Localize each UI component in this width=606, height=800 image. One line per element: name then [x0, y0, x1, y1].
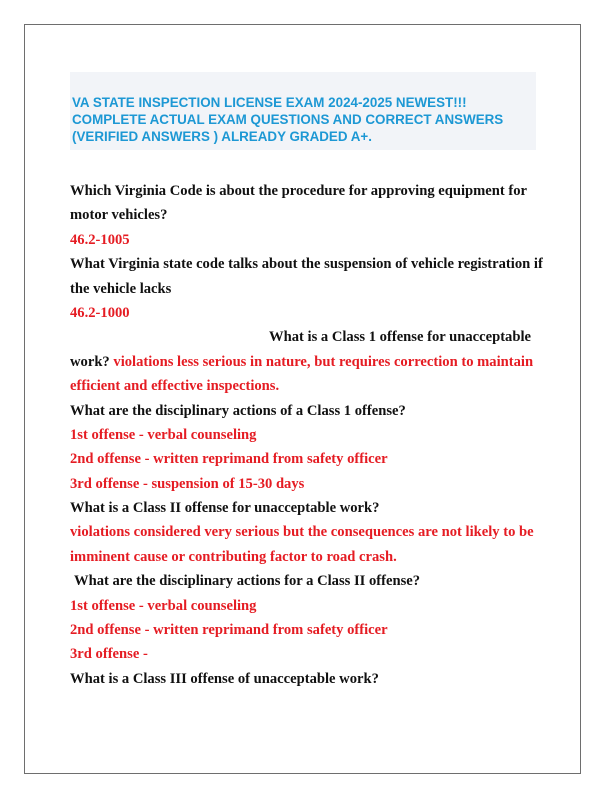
question-text: What is a Class II offense for unacceptable work? [70, 500, 380, 517]
answer-text: violations less serious in nature, but requires correction to maintain [113, 353, 534, 370]
question-text: motor vehicles? [70, 207, 168, 224]
answer-text: 46.2-1000 [70, 304, 130, 321]
answer-text: violations considered very serious but the consequences are not likely to be [70, 524, 534, 541]
answer-text: 3rd offense - [70, 646, 148, 663]
question-text: the vehicle lacks [70, 280, 172, 297]
answer-text: efficient and effective inspections. [70, 378, 280, 395]
document-title-line-3: (VERIFIED ANSWERS ) ALREADY GRADED A+. [72, 129, 372, 144]
question-text: What are the disciplinary actions for a Class II offense? [74, 573, 421, 590]
answer-text: 46.2-1005 [70, 231, 130, 248]
question-text: What are the disciplinary actions of a Class 1 offense? [70, 402, 406, 419]
question-answer-line [70, 350, 540, 374]
document-title-box [70, 72, 536, 150]
answer-text: 3rd offense - suspension of 15-30 days [70, 475, 305, 492]
answer-text: 1st offense - verbal counseling [70, 426, 257, 443]
answer-text: imminent cause or contributing factor to road crash. [70, 548, 397, 565]
question-text: What Virginia state code talks about the suspension of vehicle registration if [70, 256, 543, 273]
question-text: Which Virginia Code is about the procedure for approving equipment for [70, 183, 528, 199]
document-title-line-1: VA STATE INSPECTION LICENSE EXAM 2024-2025 NEWEST!!! [72, 95, 467, 110]
answer-text: 2nd offense - written reprimand from safety officer [70, 451, 388, 468]
answer-text: 1st offense - verbal counseling [70, 597, 257, 614]
question-text: What is a Class 1 offense for unacceptable [269, 329, 532, 346]
document-title-line-2: COMPLETE ACTUAL EXAM QUESTIONS AND CORRECT ANSWERS [72, 112, 504, 127]
question-text: work? [70, 353, 110, 370]
qa-content [70, 179, 543, 691]
question-text: What is a Class III offense of unacceptable work? [70, 670, 379, 687]
answer-text: 2nd offense - written reprimand from safety officer [70, 622, 388, 639]
